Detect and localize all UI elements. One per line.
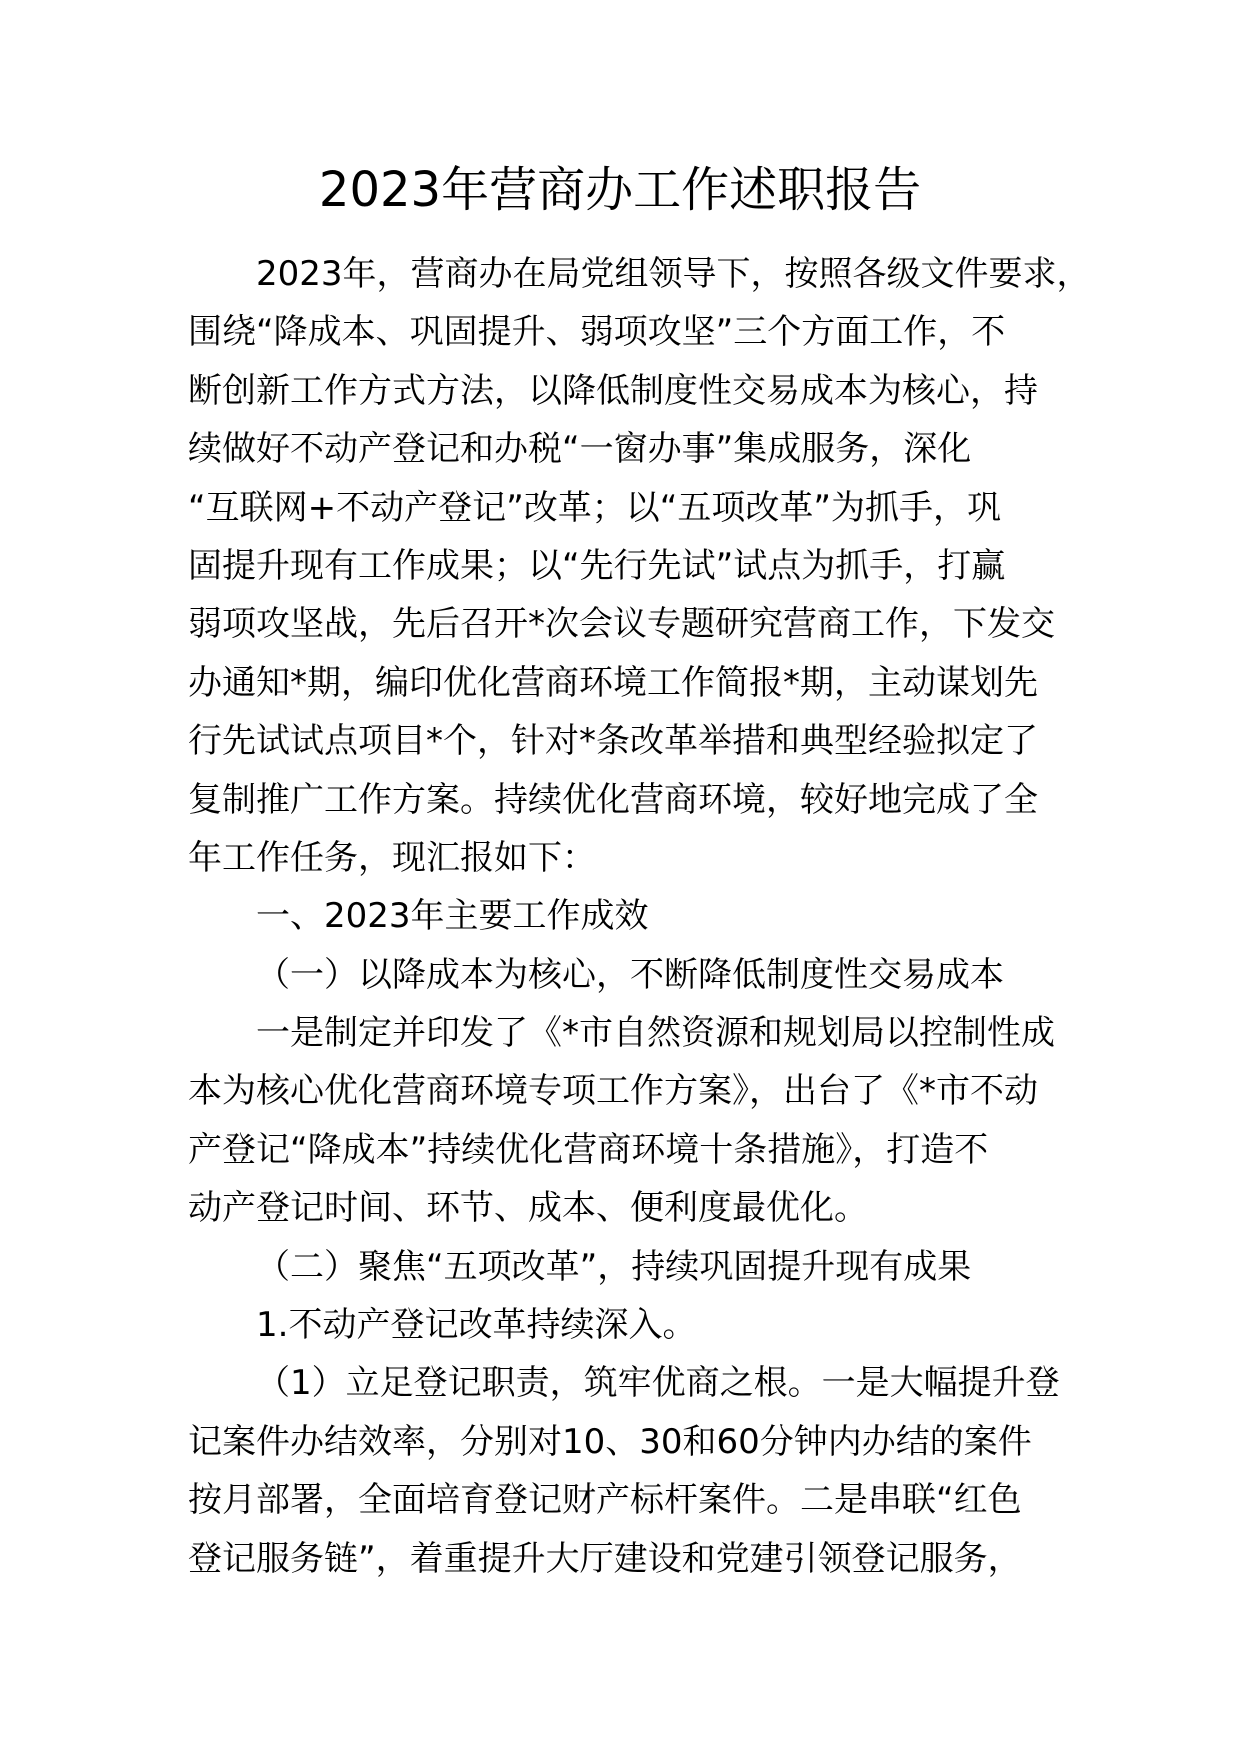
paragraph-line: 2023年，营商办在局党组领导下，按照各级文件要求， [256, 254, 1091, 294]
paragraph-line: 围绕“降成本、巩固提升、弱项攻坚”三个方面工作，不 [188, 312, 1006, 353]
section-heading: 一、2023年主要工作成效 [256, 896, 649, 937]
paragraph-line: 记案件办结效率，分别对10、30和60分钟内办结的案件 [188, 1421, 1032, 1462]
paragraph-line: 断创新工作方式方法，以降低制度性交易成本为核心，持 [188, 370, 1038, 411]
paragraph-line: 按月部署，全面培育登记财产标杆案件。二是串联“红色 [188, 1480, 1022, 1521]
document-title: 2023年营商办工作述职报告 [318, 162, 922, 218]
paragraph-line: 办通知*期，编印优化营商环境工作简报*期，主动谋划先 [188, 662, 1038, 703]
paragraph-line: “互联网+不动产登记”改革；以“五项改革”为抓手，巩 [188, 487, 1001, 528]
paragraph-line: 年工作任务，现汇报如下： [188, 837, 596, 878]
paragraph-line: 登记服务链”，着重提升大厅建设和党建引领登记服务， [188, 1538, 1022, 1579]
paragraph-line: 动产登记时间、环节、成本、便利度最优化。 [188, 1188, 868, 1229]
paragraph-line: 复制推广工作方案。持续优化营商环境，较好地完成了全 [188, 779, 1038, 820]
subsection-heading: （一）以降成本为核心，不断降低制度性交易成本 [256, 954, 1004, 995]
paragraph-line: 行先试试点项目*个，针对*条改革举措和典型经验拟定了 [188, 721, 1038, 762]
paragraph-line: 产登记“降成本”持续优化营商环境十条措施》，打造不 [188, 1129, 989, 1170]
document-body [188, 245, 1091, 1588]
paragraph-line: 弱项攻坚战，先后召开*次会议专题研究营商工作，下发交 [188, 604, 1055, 645]
paragraph-line: （1）立足登记职责，筑牢优商之根。一是大幅提升登 [256, 1363, 1060, 1404]
paragraph-line: 本为核心优化营商环境专项工作方案》，出台了《*市不动 [188, 1071, 1038, 1112]
paragraph-line: 固提升现有工作成果；以“先行先试”试点为抓手，打赢 [188, 545, 1006, 586]
paragraph-line: 续做好不动产登记和办税“一窗办事”集成服务，深化 [188, 429, 972, 470]
subsection-heading: （二）聚焦“五项改革”，持续巩固提升现有成果 [256, 1246, 972, 1287]
numbered-heading: 1.不动产登记改革持续深入。 [256, 1305, 697, 1346]
paragraph-line: 一是制定并印发了《*市自然资源和规划局以控制性成 [256, 1013, 1055, 1054]
